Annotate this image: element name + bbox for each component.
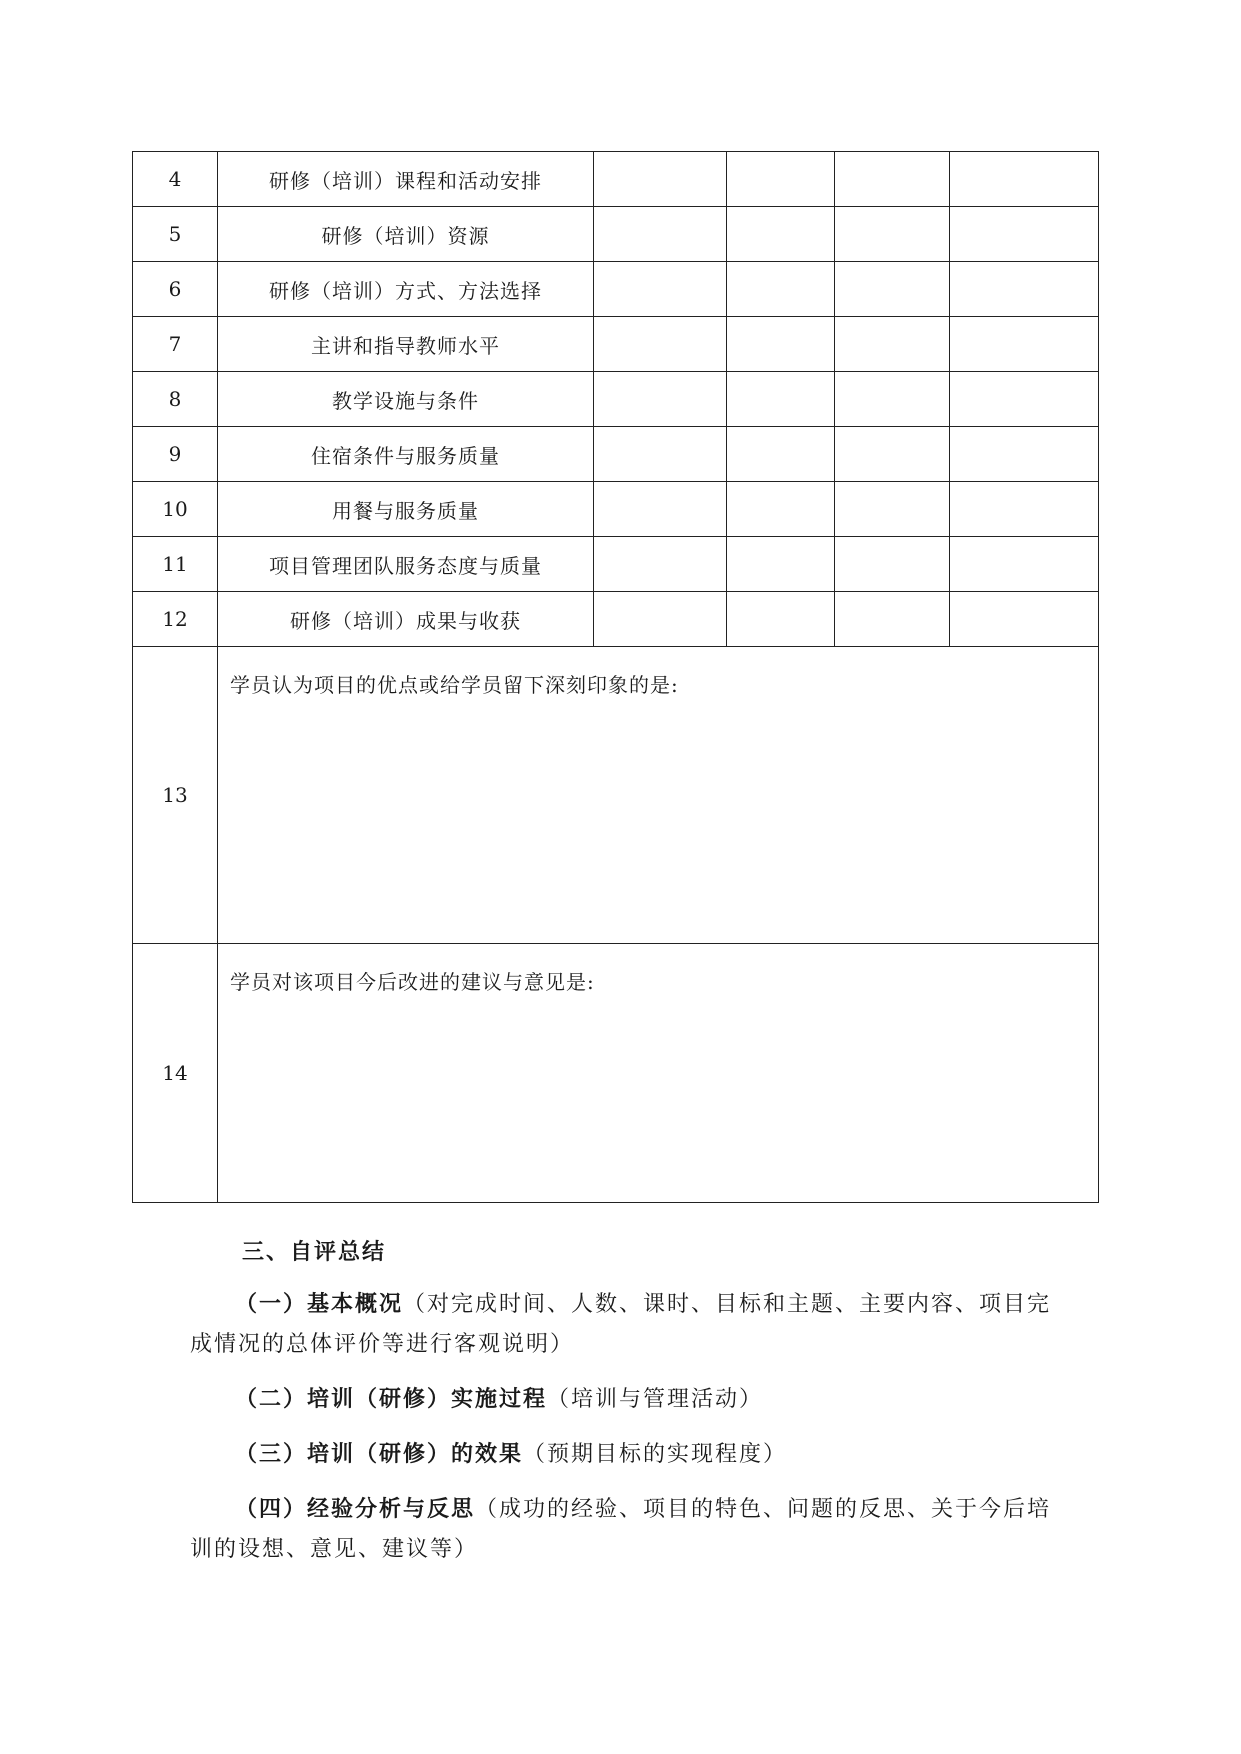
rating-cell[interactable] [727,152,835,207]
item-desc: （成功的经验、项目的特色、问题的反思、关于今后培训的设想、意见、建议等） [190,1497,1052,1562]
feedback-row [133,647,1099,944]
rating-cell[interactable] [594,152,727,207]
rating-cell[interactable] [835,372,950,427]
table-row [133,482,1099,537]
table-row [133,207,1099,262]
rating-cell[interactable] [594,372,727,427]
row-item: 项目管理团队服务态度与质量 [218,537,594,592]
rating-cell[interactable] [950,152,1099,207]
rating-cell[interactable] [727,262,835,317]
rating-cell[interactable] [594,537,727,592]
rating-cell[interactable] [594,262,727,317]
rating-cell[interactable] [594,207,727,262]
row-item: 研修（培训）方式、方法选择 [218,262,594,317]
item-desc: （预期目标的实现程度） [523,1442,788,1467]
row-number: 4 [133,152,218,207]
table-row [133,317,1099,372]
table-row [133,537,1099,592]
feedback-row [133,944,1099,1203]
row-number: 13 [133,647,218,944]
row-number: 10 [133,482,218,537]
rating-cell[interactable] [727,482,835,537]
rating-cell[interactable] [950,592,1099,647]
rating-cell[interactable] [950,427,1099,482]
row-number: 5 [133,207,218,262]
item-lead: （三）培训（研修）的效果 [235,1441,524,1467]
rating-cell[interactable] [950,372,1099,427]
rating-cell[interactable] [950,317,1099,372]
table-row [133,152,1099,207]
rating-cell[interactable] [835,482,950,537]
rating-cell[interactable] [950,482,1099,537]
summary-item [190,1434,1060,1475]
item-desc: （对完成时间、人数、课时、目标和主题、主要内容、项目完成情况的总体评价等进行客观说明） [190,1292,1052,1357]
rating-cell[interactable] [727,592,835,647]
rating-cell[interactable] [950,262,1099,317]
summary-item [190,1489,1060,1570]
feedback-prompt: 学员对该项目今后改进的建议与意见是: [230,970,595,994]
row-item: 研修（培训）成果与收获 [218,592,594,647]
rating-cell[interactable] [950,537,1099,592]
rating-cell[interactable] [594,482,727,537]
table-row [133,262,1099,317]
rating-cell[interactable] [835,152,950,207]
feedback-cell[interactable] [218,944,1099,1203]
rating-cell[interactable] [835,317,950,372]
rating-cell[interactable] [950,207,1099,262]
rating-cell[interactable] [727,372,835,427]
rating-cell[interactable] [594,592,727,647]
table-row [133,427,1099,482]
row-item: 用餐与服务质量 [218,482,594,537]
row-item: 教学设施与条件 [218,372,594,427]
row-number: 11 [133,537,218,592]
item-desc: （培训与管理活动） [547,1387,764,1412]
rating-cell[interactable] [727,537,835,592]
section-heading: 三、自评总结 [242,1239,387,1265]
self-evaluation-summary [190,1232,1060,1584]
rating-cell[interactable] [835,592,950,647]
rating-cell[interactable] [727,207,835,262]
row-number: 12 [133,592,218,647]
row-number: 9 [133,427,218,482]
feedback-cell[interactable] [218,647,1099,944]
row-number: 7 [133,317,218,372]
rating-cell[interactable] [594,317,727,372]
row-number: 14 [133,944,218,1203]
rating-cell[interactable] [835,207,950,262]
row-number: 8 [133,372,218,427]
rating-cell[interactable] [727,317,835,372]
row-item: 研修（培训）课程和活动安排 [218,152,594,207]
row-item: 主讲和指导教师水平 [218,317,594,372]
feedback-prompt: 学员认为项目的优点或给学员留下深刻印象的是: [230,673,679,697]
rating-cell[interactable] [835,262,950,317]
item-lead: （四）经验分析与反思 [235,1496,476,1522]
rating-cell[interactable] [594,427,727,482]
rating-cell[interactable] [835,537,950,592]
item-lead: （一）基本概况 [235,1291,404,1317]
evaluation-table [132,151,1099,1203]
table-row [133,592,1099,647]
item-lead: （二）培训（研修）实施过程 [235,1386,548,1412]
row-number: 6 [133,262,218,317]
summary-item [190,1284,1060,1365]
row-item: 住宿条件与服务质量 [218,427,594,482]
row-item: 研修（培训）资源 [218,207,594,262]
summary-item [190,1379,1060,1420]
rating-cell[interactable] [727,427,835,482]
table-row [133,372,1099,427]
rating-cell[interactable] [835,427,950,482]
